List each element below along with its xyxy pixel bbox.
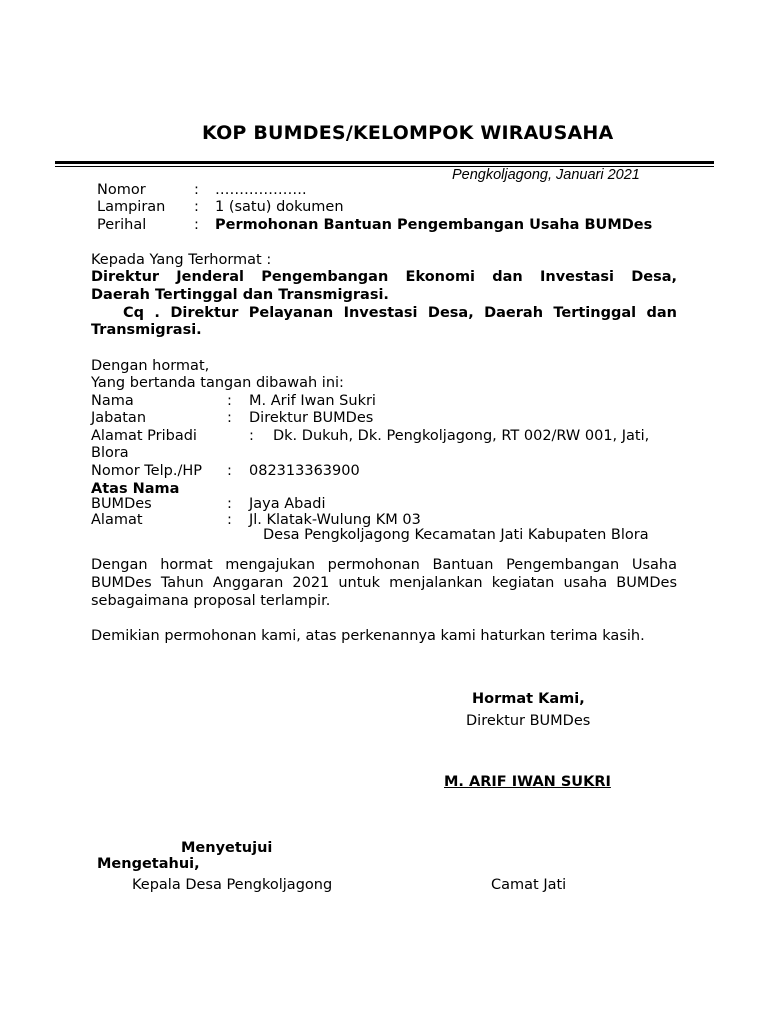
recipient-line-2: Daerah Tertinggal dan Transmigrasi.	[91, 287, 389, 303]
nomor-value: ……………….	[215, 182, 307, 198]
jabatan-label: Jabatan	[91, 410, 147, 426]
recipient-line-1: Direktur Jenderal Pengembangan Ekonomi dan Investasi Desa,	[91, 269, 677, 285]
nomor-colon: :	[194, 182, 199, 198]
alamat-pribadi-value: Dk. Dukuh, Dk. Pengkoljagong, RT 002/RW 001, Jati,	[273, 428, 650, 444]
salutation: Dengan hormat,	[91, 358, 210, 374]
body-paragraph-line-3: sebagaimana proposal terlampir.	[91, 593, 331, 609]
jabatan-value: Direktur BUMDes	[249, 410, 374, 426]
alamat-pribadi-cont: Blora	[91, 445, 129, 461]
telp-label: Nomor Telp./HP	[91, 463, 202, 479]
letterhead-title: KOP BUMDES/KELOMPOK WIRAUSAHA	[202, 122, 614, 144]
body-paragraph-line-2: BUMDes Tahun Anggaran 2021 untuk menjalankan kegiatan usaha BUMDes	[91, 575, 677, 591]
signatory-position: Direktur BUMDes	[466, 713, 591, 729]
perihal-value: Permohonan Bantuan Pengembangan Usaha BUMDes	[215, 217, 653, 233]
recipient-greeting: Kepada Yang Terhormat :	[91, 252, 272, 268]
alamat-pribadi-label: Alamat Pribadi	[91, 428, 197, 444]
signatory-name: M. ARIF IWAN SUKRI	[444, 774, 611, 790]
perihal-colon: :	[194, 217, 199, 233]
intro-line: Yang bertanda tangan dibawah ini:	[91, 375, 344, 391]
letterhead-rule-thick	[55, 161, 714, 164]
approved-label: Menyetujui	[181, 840, 273, 856]
alamat-bumdes-label: Alamat	[91, 512, 143, 528]
lampiran-colon: :	[194, 199, 199, 215]
perihal-label: Perihal	[97, 217, 147, 233]
recipient-cq-line-1: Cq . Direktur Pelayanan Investasi Desa, Daerah Tertinggal dan	[123, 305, 677, 321]
alamat-pribadi-colon: :	[249, 428, 254, 444]
alamat-bumdes-line-2: Desa Pengkoljagong Kecamatan Jati Kabupaten Blora	[263, 527, 649, 543]
village-head-title: Kepala Desa Pengkoljagong	[132, 877, 333, 893]
nomor-label: Nomor	[97, 182, 146, 198]
bumdes-colon: :	[227, 496, 232, 512]
bumdes-value: Jaya Abadi	[249, 496, 326, 512]
jabatan-colon: :	[227, 410, 232, 426]
alamat-bumdes-line-1: Jl. Klatak-Wulung KM 03	[249, 512, 421, 528]
telp-colon: :	[227, 463, 232, 479]
closing-sentence: Demikian permohonan kami, atas perkenannya kami haturkan terima kasih.	[91, 628, 645, 644]
bumdes-label: BUMDes	[91, 496, 152, 512]
body-paragraph-line-1: Dengan hormat mengajukan permohonan Bantuan Pengembangan Usaha	[91, 557, 677, 573]
regards: Hormat Kami,	[472, 691, 585, 707]
place-date: Pengkoljagong, Januari 2021	[452, 167, 640, 183]
nama-value: M. Arif Iwan Sukri	[249, 393, 376, 409]
nama-colon: :	[227, 393, 232, 409]
alamat-bumdes-colon: :	[227, 512, 232, 528]
nama-label: Nama	[91, 393, 134, 409]
lampiran-label: Lampiran	[97, 199, 166, 215]
district-head-title: Camat Jati	[491, 877, 567, 893]
recipient-cq-line-2: Transmigrasi.	[91, 322, 202, 338]
lampiran-value: 1 (satu) dokumen	[215, 199, 344, 215]
acknowledged-label: Mengetahui,	[97, 856, 200, 872]
atas-nama-heading: Atas Nama	[91, 481, 180, 497]
telp-value: 082313363900	[249, 463, 360, 479]
